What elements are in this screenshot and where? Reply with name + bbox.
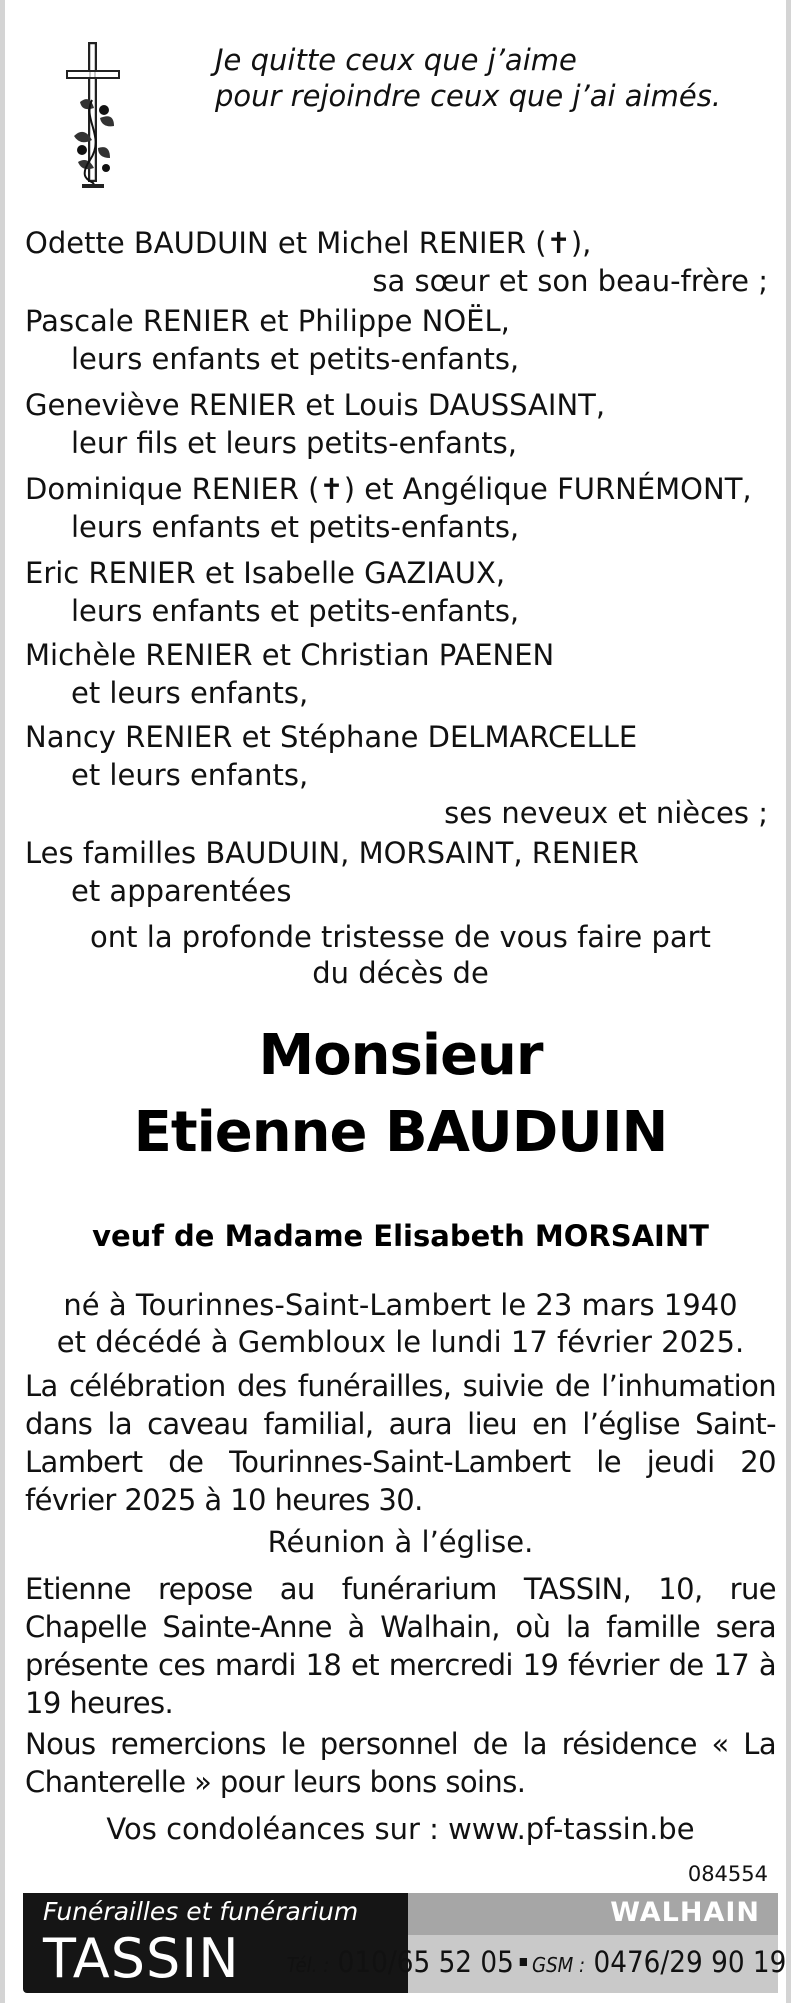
deceased-title: Monsieur <box>258 1023 543 1088</box>
epigraph-line: pour rejoindre ceux que j’ai aimés. <box>215 79 722 113</box>
ceremony-paragraph: La célébration des funérailles, suivie de l’inhumation dans la caveau familial, aura lieu en l’église Saint-Lambert de Tourinnes-Saint-Lambert le jeudi 20 février 2025 à 10 heures 30. <box>25 1369 776 1517</box>
tel-label: Tél. : <box>286 1953 330 1977</box>
banner-town: WALHAIN <box>610 1897 760 1928</box>
family-line: sa sœur et son beau-frère ; <box>372 264 768 298</box>
separator-square-icon <box>519 1958 526 1966</box>
epigraph-line: Je quitte ceux que j’aime <box>215 43 577 77</box>
family-line: Pascale RENIER et Philippe NOËL, <box>25 304 510 338</box>
visitation-paragraph: Etienne repose au funérarium TASSIN, 10, rue Chapelle Sainte-Anne à Walhain, où la famille sera présente ces mardi 18 et mercredi 19 février de 17 à 19 heures. <box>25 1572 776 1720</box>
family-line: leur fils et leurs petits-enfants, <box>71 426 517 460</box>
family-line: et leurs enfants, <box>71 676 309 710</box>
meeting-line: Réunion à l’église. <box>267 1525 534 1559</box>
banner-tagline: Funérailles et funérarium <box>43 1897 359 1926</box>
birth-line: né à Tourinnes-Saint-Lambert le 23 mars 1940 <box>63 1288 738 1322</box>
family-line: et leurs enfants, <box>71 758 309 792</box>
gsm-label: GSM : <box>532 1953 586 1977</box>
family-line: Michèle RENIER et Christian PAENEN <box>25 638 555 672</box>
condolences-line: Vos condoléances sur : www.pf-tassin.be <box>106 1812 695 1846</box>
cross-with-roses-icon <box>60 40 126 190</box>
family-line: Eric RENIER et Isabelle GAZIAUX, <box>25 556 506 590</box>
announcement-line: ont la profonde tristesse de vous faire part <box>90 920 711 954</box>
spouse-line: veuf de Madame Elisabeth MORSAINT <box>92 1219 709 1253</box>
family-line: Dominique RENIER (✝) et Angélique FURNÉMONT, <box>25 472 752 506</box>
reference-number: 084554 <box>687 1862 768 1886</box>
family-line: et apparentées <box>71 874 292 908</box>
family-line: Les familles BAUDUIN, MORSAINT, RENIER <box>25 836 639 870</box>
family-line: ses neveux et nièces ; <box>444 796 768 830</box>
funeral-home-banner <box>23 1893 787 1993</box>
deceased-name: Etienne BAUDUIN <box>133 1100 668 1165</box>
family-line: leurs enfants et petits-enfants, <box>71 594 520 628</box>
announcement-line: du décès de <box>312 956 489 990</box>
gsm-number: 0476/29 90 19 <box>593 1945 787 1979</box>
banner-company-name: TASSIN <box>43 1927 240 1990</box>
family-line: Nancy RENIER et Stéphane DELMARCELLE <box>25 720 638 754</box>
family-line: leurs enfants et petits-enfants, <box>71 342 520 376</box>
tel-number: 010/65 52 05 <box>337 1945 514 1979</box>
death-line: et décédé à Gembloux le lundi 17 février 2025. <box>56 1325 745 1359</box>
banner-contact <box>287 1945 787 1979</box>
epigraph <box>215 42 721 114</box>
family-line: leurs enfants et petits-enfants, <box>71 510 520 544</box>
family-line: Geneviève RENIER et Louis DAUSSAINT, <box>25 388 606 422</box>
thanks-paragraph: Nous remercions le personnel de la résidence « La Chanterelle » pour leurs bons soins. <box>25 1727 776 1799</box>
family-line: Odette BAUDUIN et Michel RENIER (✝), <box>25 226 592 260</box>
